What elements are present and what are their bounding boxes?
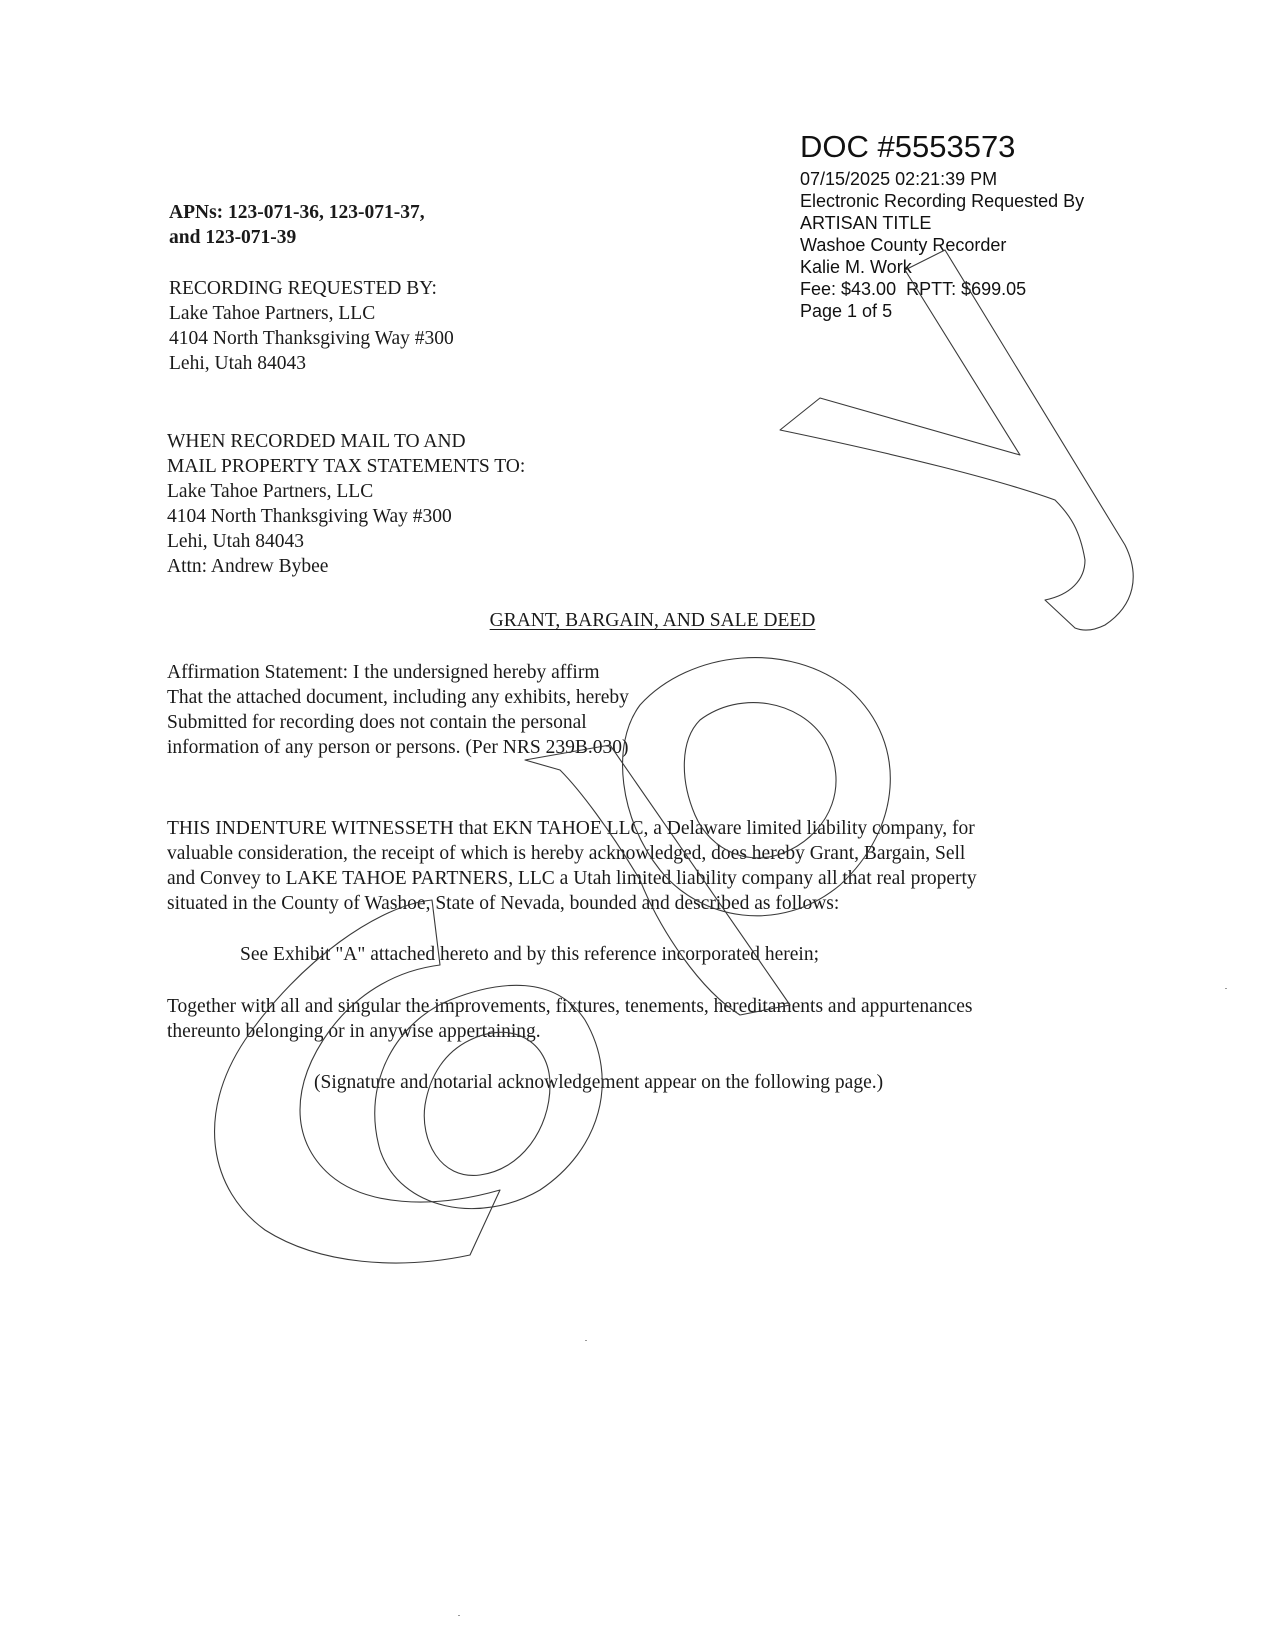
affirmation-line: That the attached document, including any exhibits, hereby [167, 687, 629, 708]
indenture-line: valuable consideration, the receipt of which is hereby acknowledged, does hereby Grant, Bargain, Sell [167, 843, 966, 864]
indenture-line: situated in the County of Washoe, State of Nevada, bounded and described as follows: [167, 893, 840, 914]
mail-to-heading-2: MAIL PROPERTY TAX STATEMENTS TO: [167, 456, 526, 477]
affirmation-line: information of any person or persons. (Per NRS 239B.030) [167, 737, 629, 758]
scan-speck [1225, 988, 1227, 989]
mail-to-heading-1: WHEN RECORDED MAIL TO AND [167, 431, 466, 452]
indenture-line: THIS INDENTURE WITNESSETH that EKN TAHOE LLC, a Delaware limited liability company, for [167, 818, 975, 839]
indenture-paragraph [167, 816, 977, 916]
mail-to-attn: Attn: Andrew Bybee [167, 556, 329, 577]
requester-street: 4104 North Thanksgiving Way #300 [169, 328, 454, 349]
mail-to-block [167, 429, 525, 579]
requester-name: Lake Tahoe Partners, LLC [169, 303, 376, 324]
together-line: Together with all and singular the improvements, fixtures, tenements, hereditaments and appurtenances [167, 996, 973, 1017]
signature-note [314, 1070, 883, 1095]
mail-to-name: Lake Tahoe Partners, LLC [167, 481, 374, 502]
exhibit-reference-text: See Exhibit "A" attached hereto and by this reference incorporated herein; [240, 944, 820, 965]
scan-speck [458, 1615, 460, 1616]
recorder-office: Washoe County Recorder [800, 235, 1007, 255]
apn-line-2: and 123-071-39 [169, 227, 297, 248]
page-count: Page 1 of 5 [800, 301, 893, 321]
requester-city: Lehi, Utah 84043 [169, 353, 307, 374]
doc-number: DOC #5553573 [800, 129, 1016, 164]
apn-numbers [169, 200, 425, 250]
apn-line-1: APNs: 123-071-36, 123-071-37, [169, 202, 425, 223]
together-with-paragraph [167, 994, 972, 1044]
recording-fees: Fee: $43.00 RPTT: $699.05 [800, 279, 1027, 299]
mail-to-street: 4104 North Thanksgiving Way #300 [167, 506, 452, 527]
affirmation-line: Affirmation Statement: I the undersigned hereby affirm [167, 662, 600, 683]
requested-by-company: ARTISAN TITLE [800, 213, 932, 233]
together-line: thereunto belonging or in anywise appertaining. [167, 1021, 541, 1042]
recording-datetime: 07/15/2025 02:21:39 PM [800, 169, 998, 189]
mail-to-city: Lehi, Utah 84043 [167, 531, 305, 552]
recorder-stamp [800, 128, 1084, 322]
indenture-line: and Convey to LAKE TAHOE PARTNERS, LLC a Utah limited liability company all that real property [167, 868, 977, 889]
deed-title [0, 608, 1265, 633]
exhibit-reference [240, 942, 819, 967]
recording-requested-heading: RECORDING REQUESTED BY: [169, 278, 437, 299]
affirmation-statement [167, 660, 629, 760]
requested-by-label: Electronic Recording Requested By [800, 191, 1085, 211]
deed-title-text: GRANT, BARGAIN, AND SALE DEED [489, 610, 816, 631]
scan-speck [585, 1340, 587, 1341]
signature-note-text: (Signature and notarial acknowledgement appear on the following page.) [314, 1072, 884, 1093]
recording-requested-by-block [169, 276, 454, 376]
affirmation-line: Submitted for recording does not contain the personal [167, 712, 587, 733]
recorder-name: Kalie M. Work [800, 257, 912, 277]
